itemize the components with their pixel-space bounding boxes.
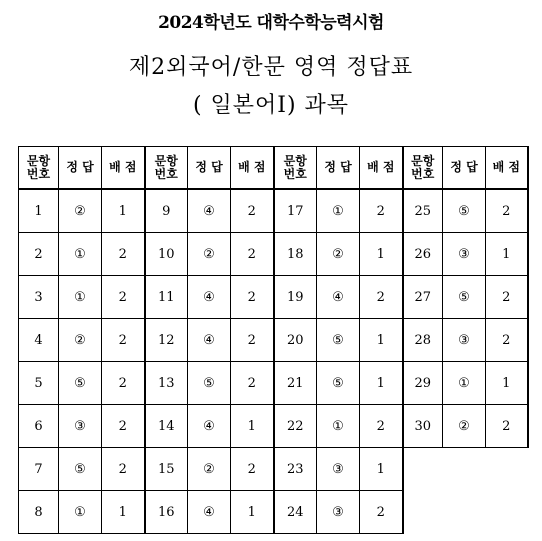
table-row [19, 405, 528, 448]
question-number: 14 [145, 405, 188, 448]
question-number: 20 [274, 319, 317, 362]
answer-choice: ① [317, 405, 360, 448]
answer-choice: ② [188, 448, 231, 491]
score-points: 2 [102, 319, 145, 362]
header-row [19, 147, 528, 190]
question-number: 28 [403, 319, 443, 362]
score-points: 2 [360, 405, 403, 448]
answer-choice: ③ [443, 319, 486, 362]
score-points: 2 [360, 189, 403, 233]
question-number: 22 [274, 405, 317, 448]
score-points: 2 [102, 405, 145, 448]
section-title: 제2외국어/한문 영역 정답표 [128, 55, 414, 80]
answer-choice: ① [317, 189, 360, 233]
question-number: 11 [145, 276, 188, 319]
question-number: 7 [19, 448, 59, 491]
answer-choice: ① [59, 276, 102, 319]
table-row [19, 448, 528, 491]
score-points: 1 [486, 233, 528, 276]
header-question-number [145, 147, 188, 190]
question-number: 5 [19, 362, 59, 405]
question-number: 19 [274, 276, 317, 319]
empty-cell [403, 491, 528, 534]
question-number: 25 [403, 189, 443, 233]
question-number: 4 [19, 319, 59, 362]
score-points: 1 [231, 491, 274, 534]
question-number: 2 [19, 233, 59, 276]
score-points: 2 [486, 189, 528, 233]
question-number: 17 [274, 189, 317, 233]
question-number: 18 [274, 233, 317, 276]
header-number-line2: 번호 [283, 166, 307, 181]
score-points: 2 [360, 276, 403, 319]
header-question-number [274, 147, 317, 190]
question-number: 21 [274, 362, 317, 405]
answer-choice: ④ [188, 189, 231, 233]
score-points: 2 [231, 233, 274, 276]
header-answer: 정 답 [317, 147, 360, 190]
header-answer: 정 답 [59, 147, 102, 190]
answer-choice: ⑤ [317, 319, 360, 362]
question-number: 12 [145, 319, 188, 362]
answer-choice: ④ [188, 276, 231, 319]
header-score: 배 점 [102, 147, 145, 190]
score-points: 1 [102, 491, 145, 534]
answer-choice: ⑤ [443, 276, 486, 319]
header-number-line2: 번호 [411, 166, 435, 181]
question-number: 30 [403, 405, 443, 448]
question-number: 6 [19, 405, 59, 448]
score-points: 2 [231, 276, 274, 319]
answer-choice: ⑤ [443, 189, 486, 233]
score-points: 1 [360, 362, 403, 405]
question-number: 3 [19, 276, 59, 319]
answer-choice: ② [188, 233, 231, 276]
answer-choice: ② [59, 189, 102, 233]
score-points: 1 [360, 319, 403, 362]
answer-choice: ① [59, 233, 102, 276]
score-points: 2 [102, 448, 145, 491]
answer-choice: ③ [443, 233, 486, 276]
answer-choice: ① [59, 491, 102, 534]
question-number: 10 [145, 233, 188, 276]
score-points: 2 [102, 276, 145, 319]
header-answer: 정 답 [443, 147, 486, 190]
header-number-line1: 문항 [26, 153, 51, 168]
score-points: 1 [360, 233, 403, 276]
question-number: 15 [145, 448, 188, 491]
answer-choice: ④ [188, 319, 231, 362]
score-points: 2 [102, 362, 145, 405]
answer-choice: ③ [317, 491, 360, 534]
answer-choice: ⑤ [188, 362, 231, 405]
answer-choice: ④ [188, 491, 231, 534]
header-question-number [19, 147, 59, 190]
question-number: 23 [274, 448, 317, 491]
question-number: 8 [19, 491, 59, 534]
question-number: 27 [403, 276, 443, 319]
header-number-line1: 문항 [411, 153, 435, 168]
table-row [19, 491, 528, 534]
question-number: 26 [403, 233, 443, 276]
answer-choice: ④ [188, 405, 231, 448]
header-score: 배 점 [486, 147, 528, 190]
table-row [19, 276, 528, 319]
answer-choice: ③ [317, 448, 360, 491]
header-number-line2: 번호 [154, 166, 178, 181]
table-row [19, 319, 528, 362]
answer-choice: ⑤ [59, 448, 102, 491]
answer-choice: ⑤ [59, 362, 102, 405]
answer-choice: ② [317, 233, 360, 276]
header-answer: 정 답 [188, 147, 231, 190]
question-number: 16 [145, 491, 188, 534]
answer-choice: ④ [317, 276, 360, 319]
score-points: 2 [360, 491, 403, 534]
table-row [19, 233, 528, 276]
header-number-line1: 문항 [154, 153, 178, 168]
score-points: 2 [102, 233, 145, 276]
answer-rows [19, 189, 528, 534]
table-row [19, 189, 528, 233]
exam-year-title: 2024학년도 대학수학능력시험 [158, 13, 384, 33]
question-number: 9 [145, 189, 188, 233]
question-number: 29 [403, 362, 443, 405]
score-points: 1 [231, 405, 274, 448]
header-score: 배 점 [231, 147, 274, 190]
score-points: 2 [486, 319, 528, 362]
question-number: 13 [145, 362, 188, 405]
answer-choice: ③ [59, 405, 102, 448]
table-row [19, 362, 528, 405]
score-points: 2 [486, 276, 528, 319]
answer-table [18, 146, 529, 534]
question-number: 1 [19, 189, 59, 233]
header-number-line2: 번호 [26, 166, 51, 181]
question-number: 24 [274, 491, 317, 534]
header-question-number [403, 147, 443, 190]
answer-choice: ② [59, 319, 102, 362]
score-points: 2 [486, 405, 528, 448]
subject-title: ( 일본어Ⅰ) 과목 [192, 93, 350, 118]
answer-choice: ⑤ [317, 362, 360, 405]
header-number-line1: 문항 [283, 153, 307, 168]
score-points: 2 [231, 448, 274, 491]
empty-cell [403, 448, 528, 491]
score-points: 2 [231, 319, 274, 362]
score-points: 1 [486, 362, 528, 405]
answer-choice: ② [443, 405, 486, 448]
score-points: 1 [102, 189, 145, 233]
header-score: 배 점 [360, 147, 403, 190]
score-points: 2 [231, 362, 274, 405]
score-points: 1 [360, 448, 403, 491]
score-points: 2 [231, 189, 274, 233]
answer-choice: ① [443, 362, 486, 405]
